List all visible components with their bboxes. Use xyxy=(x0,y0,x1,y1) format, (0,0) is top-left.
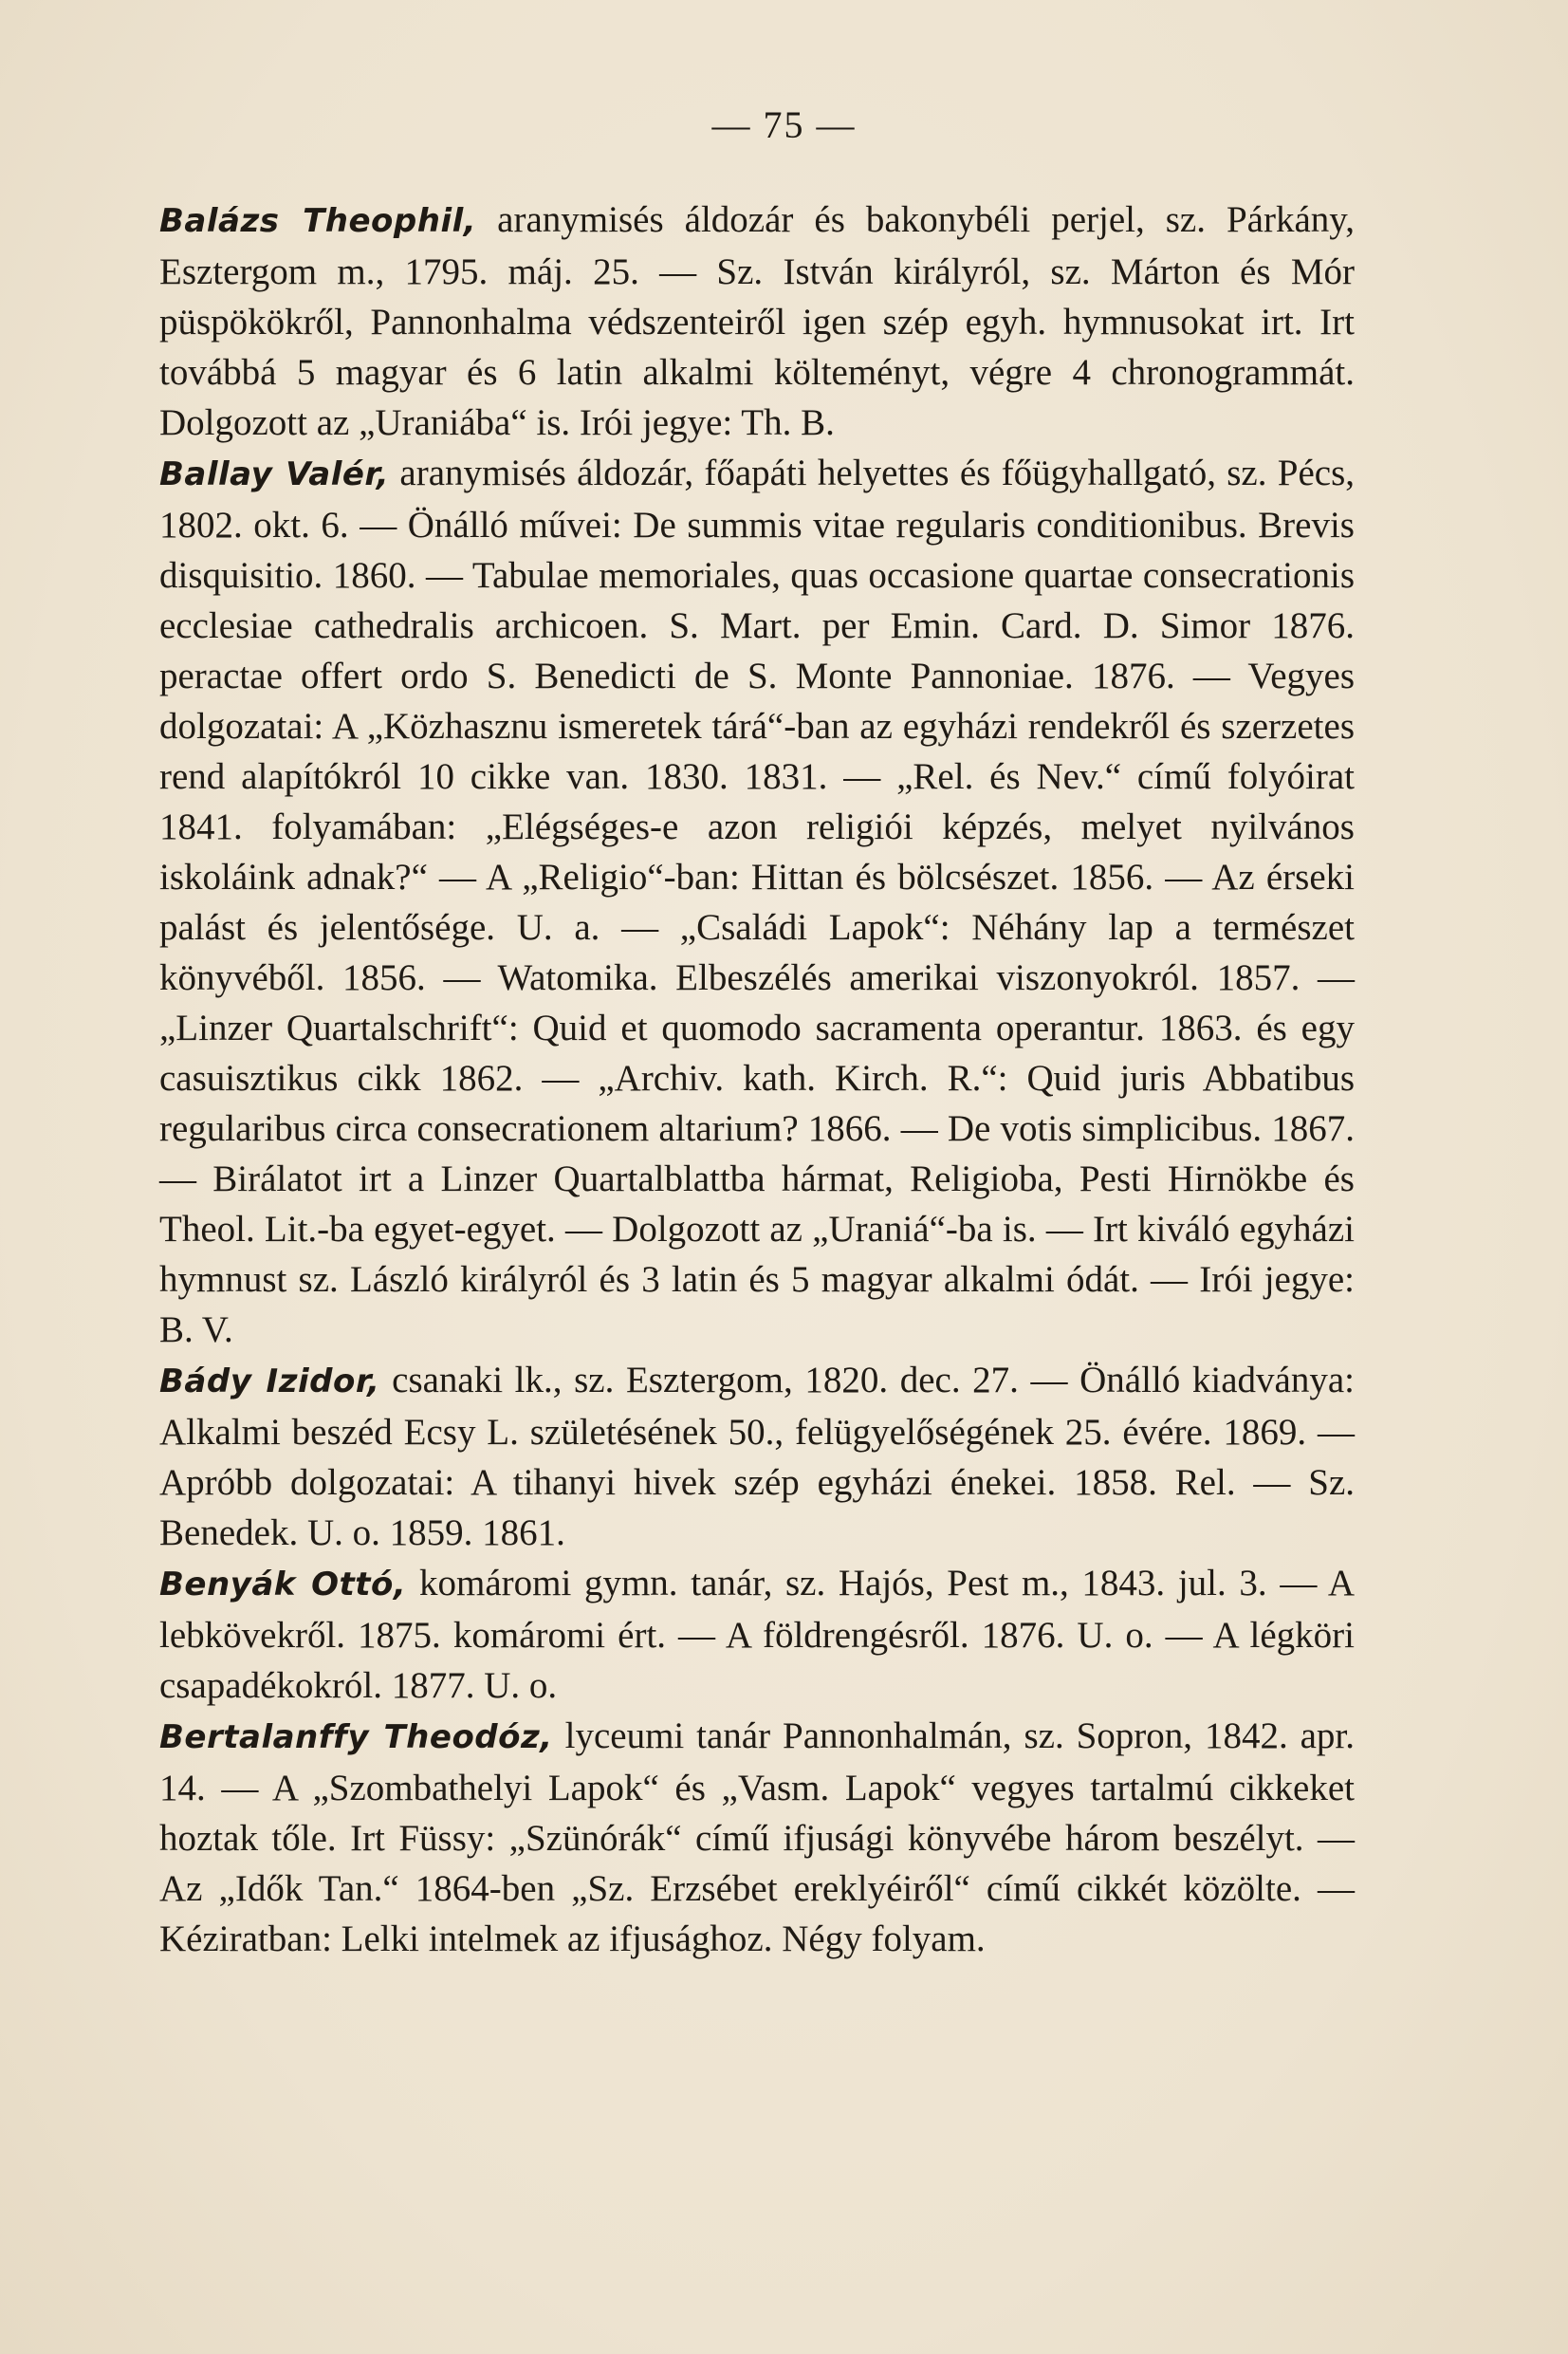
entry-name: Balázs Theophil, xyxy=(159,202,477,240)
entry-text: aranymisés áldozár, főapáti helyettes és főügyhallgató, sz. Pécs, 1802. okt. 6. — Önálló művei: De summis vitae regularis conditionibus. Brevis disquisitio. 1860. — Tabulae memoriales, quas occasione quartae consecrationis ecclesiae cathedralis archicoen. S. Mart. per Emin. Card. D. Simor 1876. peractae offert ordo S. Benedicti de S. Monte Pannoniae. 1876. — Vegyes dolgozatai: A „Közhasznu ismeretek tárá“-ban az egyházi rendekről és szerzetes rend alapítókról 10 cikke van. 1830. 1831. — „Rel. és Nev.“ című folyóirat 1841. folyamában: „Elégséges-e azon religiói képzés, melyet nyilvános iskoláink adnak?“ — A „Religio“-ban: Hittan és bölcsészet. 1856. — Az érseki palást és jelentősége. U. a. — „Családi Lapok“: Néhány lap a természet könyvéből. 1856. — Watomika. Elbeszélés amerikai viszonyokról. 1857. — „Linzer Quartalschrift“: Quid et quomodo sacramenta operantur. 1863. és egy casuisztikus cikk 1862. — „Archiv. kath. Kirch. R.“: Quid juris Abbatibus regularibus circa consecrationem altarium? 1866. — De votis simplicibus. 1867. — Birálatot irt a Linzer Quartalblattba hármat, Religioba, Pesti Hirnökbe és Theol. Lit.-ba egyet-egyet. — Dolgozott az „Uraniá“-ba is. — Irt kiváló egyházi hymnust sz. László királyról és 3 latin és 5 magyar alkalmi ódát. — Irói jegye: B. V. xyxy=(159,453,1355,1350)
entry-name: Bertalanffy Theodóz, xyxy=(159,1718,553,1756)
page-number: — 75 — xyxy=(711,103,857,146)
entry-benyak-otto xyxy=(159,1558,1355,1711)
entry-balazs-theophil xyxy=(159,195,1355,448)
biographical-entries xyxy=(159,195,1355,1964)
entry-name: Ballay Valér, xyxy=(159,455,390,493)
entry-text: csanaki lk., sz. Esztergom, 1820. dec. 27. — Önálló kiadványa: Alkalmi beszéd Ecsy L. születésének 50., felügyelőségének 25. évére. 1869. — Apróbb dolgozatai: A tihanyi hivek szép egyházi énekei. 1858. Rel. — Sz. Benedek. U. o. 1859. 1861. xyxy=(159,1360,1355,1553)
entry-name: Bády Izidor, xyxy=(159,1362,380,1400)
entry-text: lyceumi tanár Pannonhalmán, sz. Sopron, 1842. apr. 14. — A „Szombathelyi Lapok“ és „Vasm. Lapok“ vegyes tartalmú cikkeket hoztak tőle. Irt Füssy: „Szünórák“ című ifjusági könyvébe három beszélyt. — Az „Idők Tan.“ 1864-ben „Sz. Erzsébet ereklyéiről“ című cikkét közölte. — Kéziratban: Lelki intelmek az ifjusághoz. Négy folyam. xyxy=(159,1715,1355,1959)
entry-bertalanffy-theodoz xyxy=(159,1711,1355,1964)
entry-text: komáromi gymn. tanár, sz. Hajós, Pest m., 1843. jul. 3. — A lebkövekről. 1875. komáromi ért. — A földrengésről. 1876. U. o. — A légköri csapadékokról. 1877. U. o. xyxy=(159,1563,1355,1706)
entry-text: aranymisés áldozár és bakonybéli perjel, sz. Párkány, Esztergom m., 1795. máj. 25. — Sz. István királyról, sz. Márton és Mór püspökökről, Pannonhalma védszenteiről igen szép egyh. hymnusokat irt. Irt továbbá 5 magyar és 6 latin alkalmi költeményt, végre 4 chronogrammát. Dolgozott az „Uraniába“ is. Irói jegye: Th. B. xyxy=(159,199,1355,443)
entry-bady-izidor xyxy=(159,1355,1355,1558)
entry-ballay-valer xyxy=(159,448,1355,1355)
entry-name: Benyák Ottó, xyxy=(159,1566,407,1603)
